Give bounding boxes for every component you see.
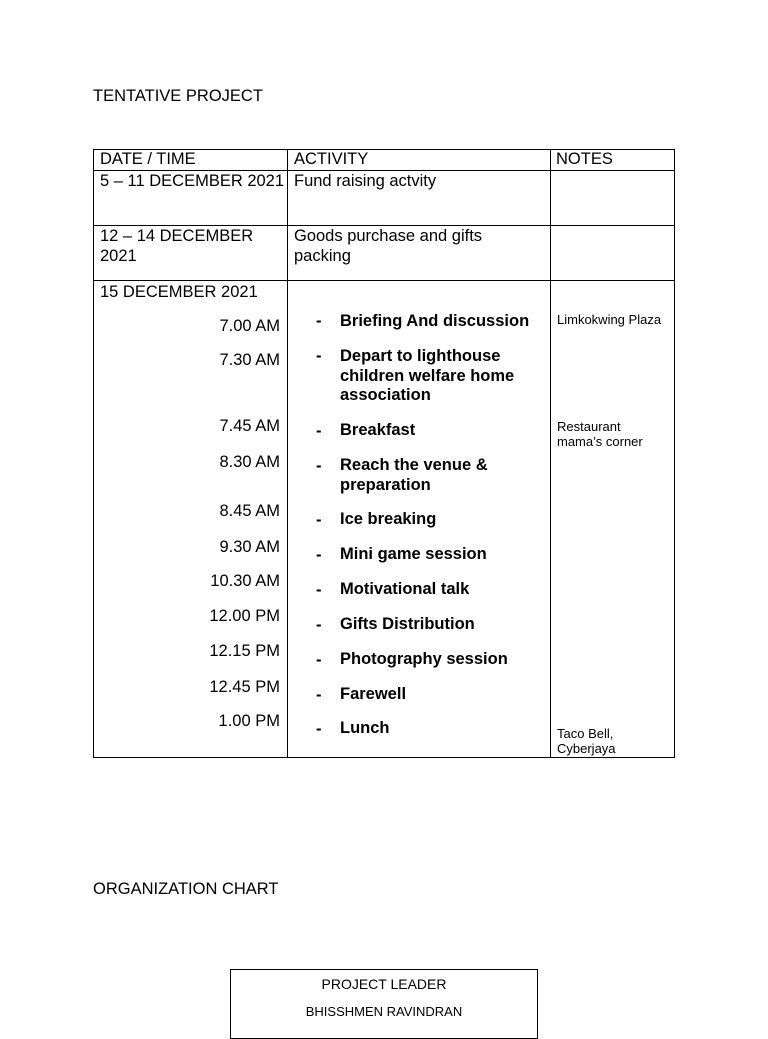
bullet-dash: - — [316, 546, 322, 564]
row-activity: Fund raising actvity — [294, 172, 437, 190]
schedule-time: 1.00 PM — [218, 712, 280, 730]
row-date: 12 – 14 DECEMBER 2021 — [100, 227, 254, 265]
schedule-time: 12.00 PM — [209, 607, 280, 625]
bullet-dash: - — [316, 581, 322, 599]
schedule-time: 10.30 AM — [210, 572, 280, 590]
page-title: TENTATIVE PROJECT — [93, 87, 263, 105]
schedule-activity: Mini game session — [340, 545, 487, 563]
schedule-activity: Reach the venue & preparation — [340, 456, 488, 494]
schedule-activity: Photography session — [340, 650, 508, 668]
bullet-dash: - — [316, 651, 322, 669]
bullet-dash: - — [316, 616, 322, 634]
schedule-time: 7.30 AM — [219, 351, 280, 369]
table-divider — [287, 150, 288, 757]
day-date: 15 DECEMBER 2021 — [100, 283, 258, 301]
bullet-dash: - — [316, 457, 322, 475]
schedule-time: 12.15 PM — [209, 642, 280, 660]
header-date-time: DATE / TIME — [100, 150, 196, 168]
bullet-dash: - — [316, 720, 322, 738]
org-role: PROJECT LEADER — [321, 976, 447, 992]
section-title: ORGANIZATION CHART — [93, 880, 279, 898]
schedule-activity: Motivational talk — [340, 580, 470, 598]
schedule-activity: Briefing And discussion — [340, 312, 530, 330]
schedule-table — [93, 149, 675, 758]
header-activity: ACTIVITY — [294, 150, 369, 168]
schedule-time: 9.30 AM — [219, 538, 280, 556]
org-person-name: BHISSHMEN RAVINDRAN — [305, 1004, 463, 1019]
bullet-dash: - — [316, 686, 322, 704]
bullet-dash: - — [316, 511, 322, 529]
schedule-time: 7.00 AM — [219, 317, 280, 335]
header-notes: NOTES — [556, 150, 613, 168]
schedule-time: 8.30 AM — [219, 453, 280, 471]
schedule-note: Limkokwing Plaza — [557, 312, 662, 327]
schedule-activity: Ice breaking — [340, 510, 437, 528]
schedule-activity: Breakfast — [340, 421, 416, 439]
bullet-dash: - — [316, 422, 322, 440]
schedule-time: 12.45 PM — [209, 678, 280, 696]
table-divider — [94, 280, 674, 281]
bullet-dash: - — [316, 347, 322, 365]
row-activity: Goods purchase and gifts packing — [294, 227, 483, 265]
schedule-note: Taco Bell, Cyberjaya — [557, 726, 616, 756]
schedule-time: 7.45 AM — [219, 417, 280, 435]
schedule-activity: Lunch — [340, 719, 390, 737]
schedule-activity: Depart to lighthouse children welfare home association — [340, 347, 515, 404]
schedule-time: 8.45 AM — [219, 502, 280, 520]
row-date: 5 – 11 DECEMBER 2021 — [100, 172, 285, 190]
schedule-note: Restaurant mama’s corner — [557, 419, 643, 449]
schedule-activity: Farewell — [340, 685, 407, 703]
table-divider — [550, 150, 551, 757]
schedule-activity: Gifts Distribution — [340, 615, 475, 633]
bullet-dash: - — [316, 312, 322, 330]
org-chart-node — [230, 969, 538, 1039]
